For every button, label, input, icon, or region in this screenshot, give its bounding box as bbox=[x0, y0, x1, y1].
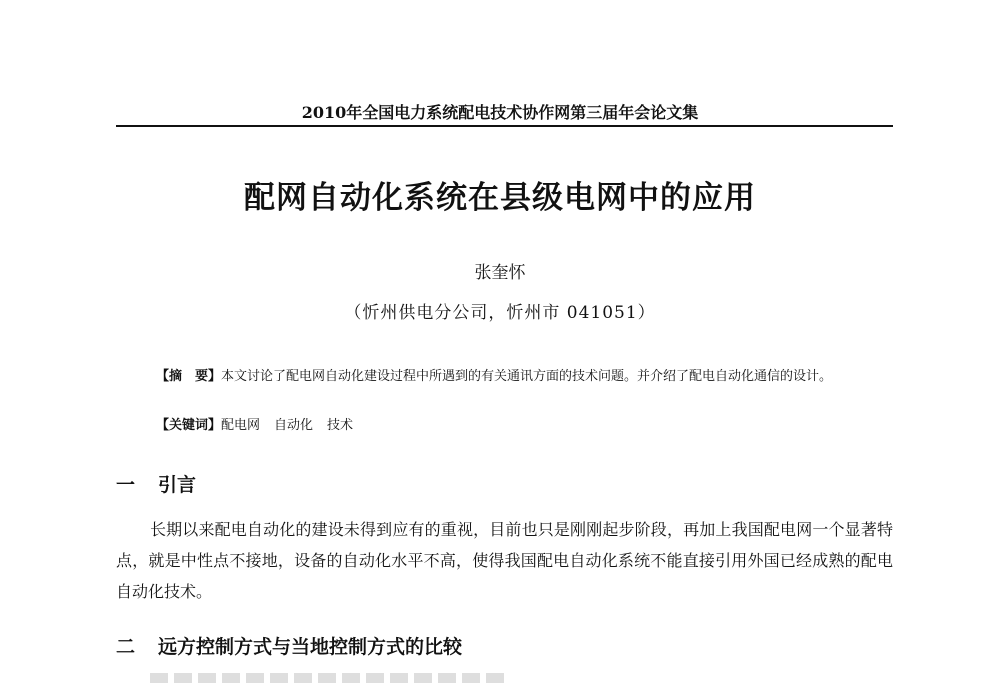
author-affiliation: （忻州供电分公司，忻州市 041051） bbox=[344, 303, 656, 323]
keywords bbox=[156, 415, 893, 436]
running-header: 2010年全国电力系统配电技术协作网第三届年会论文集 bbox=[301, 103, 699, 122]
section-title: 引言 bbox=[158, 474, 197, 496]
paper-title: 配网自动化系统在县级电网中的应用 bbox=[244, 180, 756, 216]
section-heading-comparison bbox=[116, 632, 462, 659]
header-rule bbox=[116, 125, 893, 127]
section-number: 二 bbox=[116, 636, 136, 658]
cut-off-text-line bbox=[150, 673, 510, 683]
keyword-item: 技术 bbox=[327, 418, 354, 433]
author-name: 张奎怀 bbox=[474, 263, 526, 283]
introduction-paragraph: 长期以来配电自动化的建设未得到应有的重视，目前也只是刚刚起步阶段，再加上我国配电网一个显著特点，就是中性点不接地，设备的自动化水平不高，使得我国配电自动化系统不能直接引用外国已经成熟的配电自动化技术。 bbox=[116, 520, 893, 601]
abstract-text: 本文讨论了配电网自动化建设过程中所遇到的有关通讯方面的技术问题。并介绍了配电自动化通信的设计。 bbox=[221, 369, 833, 384]
keyword-item: 配电网 bbox=[221, 418, 261, 433]
section-title: 远方控制方式与当地控制方式的比较 bbox=[158, 636, 463, 658]
keyword-item: 自动化 bbox=[274, 418, 314, 433]
section-number: 一 bbox=[116, 474, 136, 496]
abstract-label: 【摘 要】 bbox=[156, 369, 222, 384]
abstract bbox=[116, 366, 893, 387]
keywords-label: 【关键词】 bbox=[156, 418, 222, 433]
section-heading-introduction bbox=[116, 470, 196, 497]
